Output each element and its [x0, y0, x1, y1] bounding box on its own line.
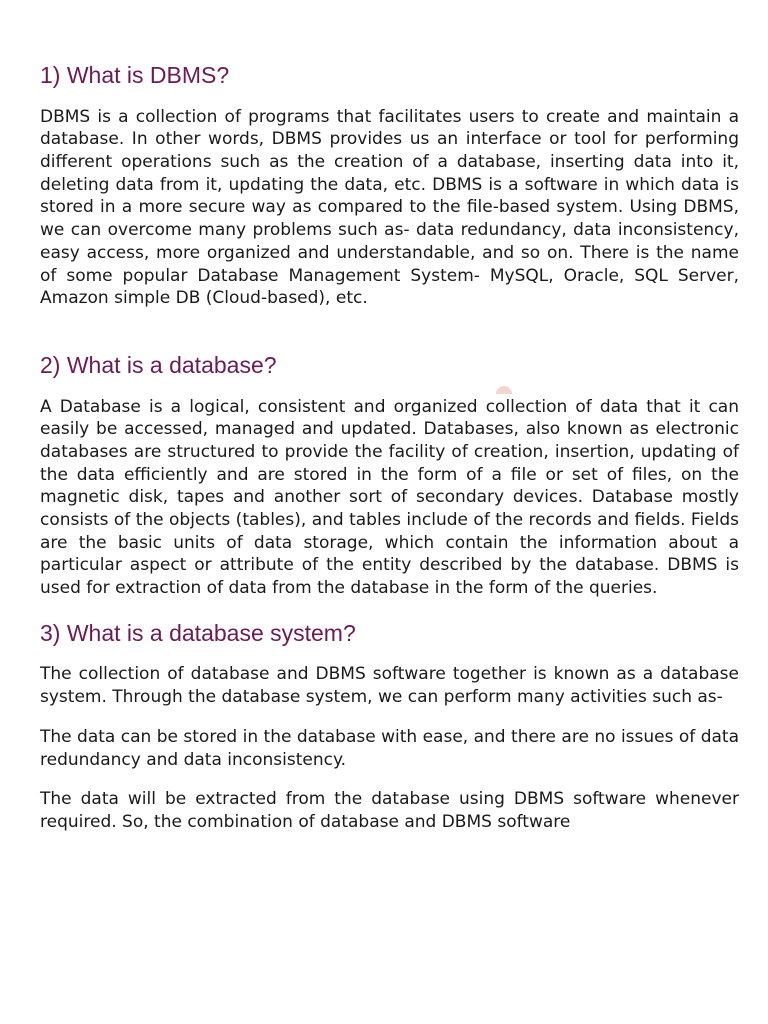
section-paragraph: The data can be stored in the database with ease, and there are no issues of data redundancy and data inconsistency. [40, 726, 739, 770]
section-what-is-database [40, 352, 739, 600]
section-paragraph: DBMS is a collection of programs that facilitates users to create and maintain a database. In other words, DBMS provides us an interface or tool for performing different operations such as the creation of a database, inserting data into it, deleting data from it, updating the data, etc. DBMS is a software in which data is stored in a more secure way as compared to the file-based system. Using DBMS, we can overcome many problems such as- data redundancy, data inconsistency, easy access, more organized and understandable, and so on. There is the name of some popular Database Management System- MySQL, Oracle, SQL Server, Amazon simple DB (Cloud-based), etc. [40, 106, 739, 309]
section-paragraph: A Database is a logical, consistent and organized collection of data that it can easily be accessed, managed and updated. Databases, also known as electronic databases are structured to provide the facility of creation, insertion, updating of the data efficiently and are stored in the form of a file or set of files, on the magnetic disk, tapes and another sort of secondary devices. Database mostly consists of the objects (tables), and tables include of the records and fields. Fields are the basic units of data storage, which contain the information about a particular aspect or attribute of the entity described by the database. DBMS is used for extraction of data from the database in the form of the queries. [40, 396, 739, 599]
section-heading: 2) What is a database? [40, 351, 277, 378]
section-paragraph: The data will be extracted from the database using DBMS software whenever required. So, the combination of database and DBMS software [40, 789, 739, 832]
section-what-is-database-system [40, 620, 739, 834]
section-paragraph: The collection of database and DBMS software together is known as a database system. Through the database system, we can perform many activities such as- [40, 664, 739, 708]
section-what-is-dbms [40, 62, 739, 310]
section-heading: 1) What is DBMS? [40, 62, 230, 88]
section-heading: 3) What is a database system? [40, 619, 356, 646]
document-page [40, 62, 739, 834]
